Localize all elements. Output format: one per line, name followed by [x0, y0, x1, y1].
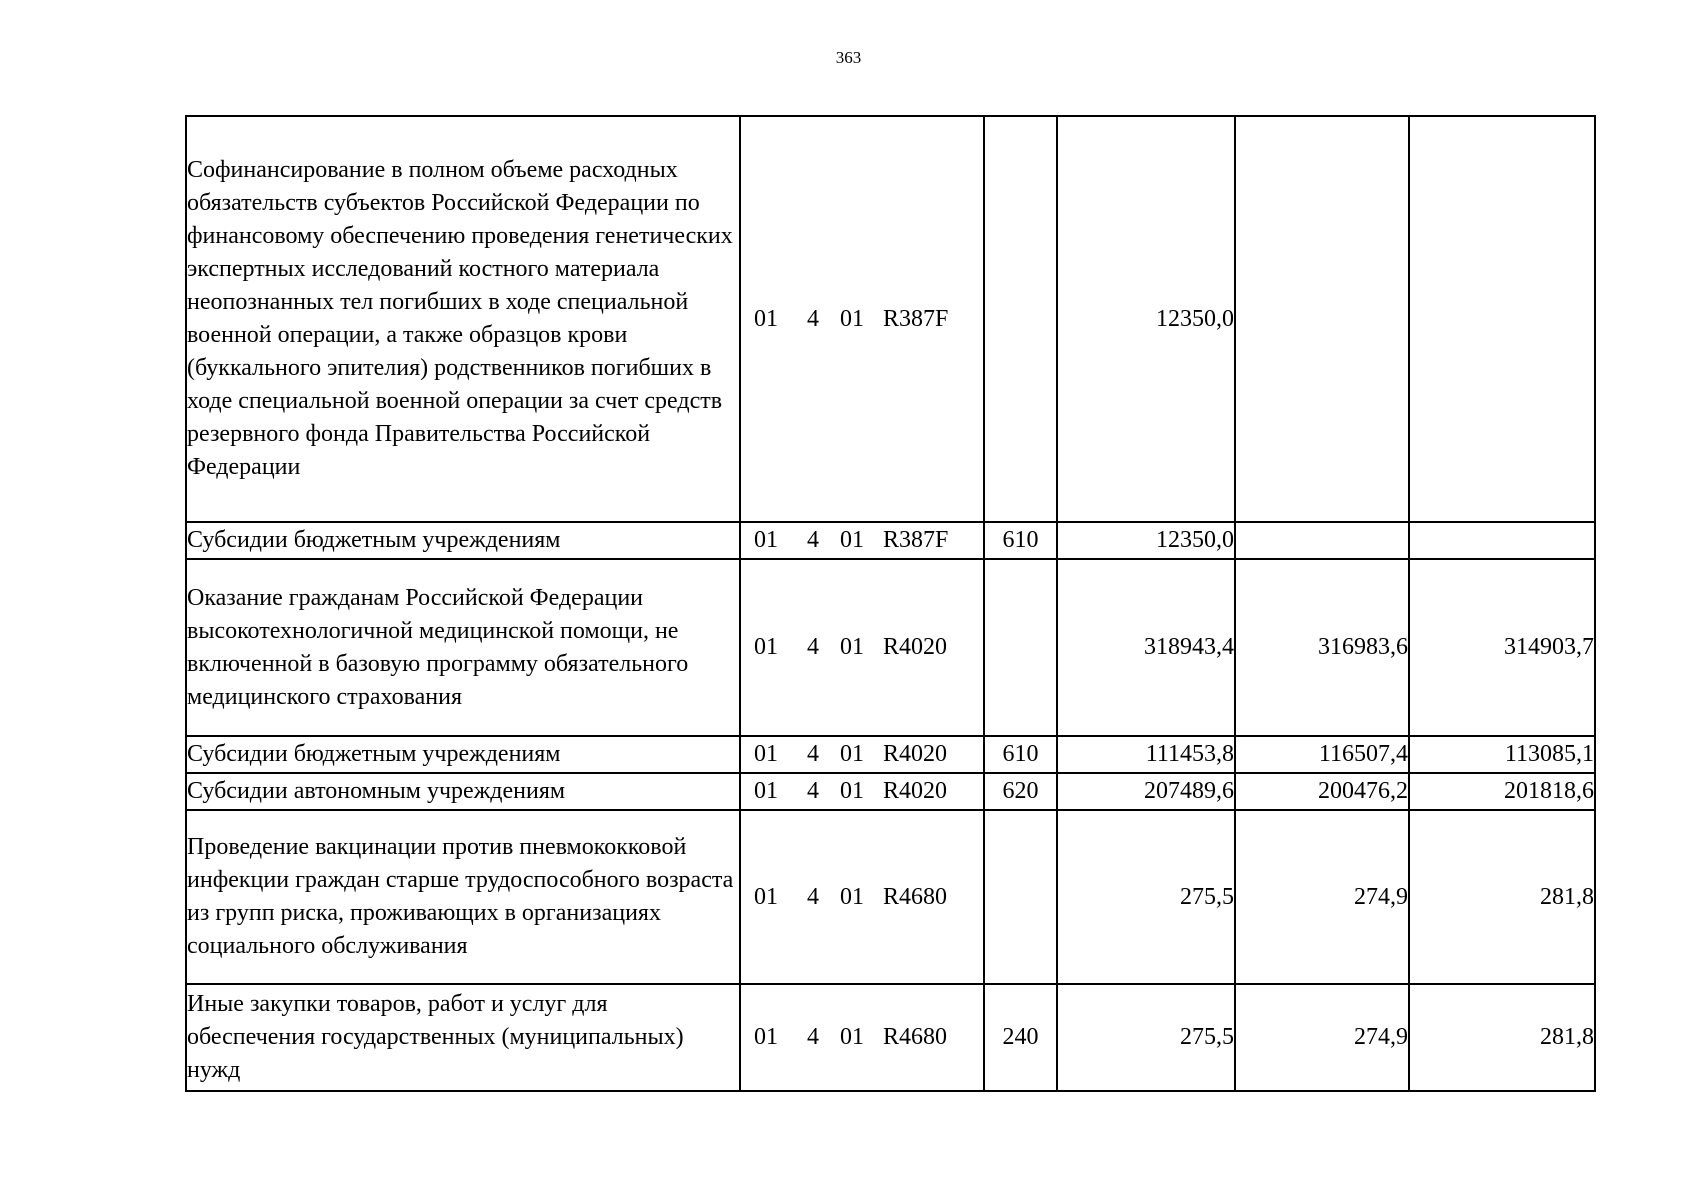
amount-year-3: [1409, 522, 1595, 559]
direction-code: R4680: [883, 1024, 948, 1050]
row-name: Иные закупки товаров, работ и услуг для обеспечения государственных (муниципальных) нужд: [186, 984, 740, 1091]
program-code: 01: [754, 634, 778, 660]
section-code: 01: [840, 305, 864, 332]
amount-year-1: 12350,0: [1057, 116, 1235, 522]
section-code: 01: [840, 634, 864, 660]
row-name: Субсидии бюджетным учреждениям: [186, 522, 740, 559]
amount-year-3: 113085,1: [1409, 736, 1595, 773]
table-row: [186, 773, 1595, 810]
amount-year-1: 207489,6: [1057, 773, 1235, 810]
row-code: [740, 773, 984, 810]
amount-year-3: 281,8: [1409, 810, 1595, 984]
row-code: [740, 984, 984, 1091]
program-code: 01: [754, 1024, 778, 1050]
amount-year-2: 116507,4: [1235, 736, 1409, 773]
program-code: 01: [754, 305, 778, 332]
program-code: 01: [754, 527, 778, 553]
amount-year-2: [1235, 522, 1409, 559]
row-name: Софинансирование в полном объеме расходных обязательств субъектов Российской Федерации по финансовому обеспечению проведения генетических экспертных исследований костного материала неопознанных тел погибших в ходе специальной военной операции, а также образцов крови (буккального эпителия) родственников погибших в ходе специальной военной операции за счет средств резервного фонда Правительства Российской Федерации: [186, 116, 740, 522]
subprogram-code: 4: [807, 527, 819, 553]
direction-code: R387F: [883, 527, 949, 553]
direction-code: R4680: [883, 883, 948, 910]
subprogram-code: 4: [807, 778, 819, 804]
direction-code: R4020: [883, 778, 948, 804]
amount-year-2: 316983,6: [1235, 559, 1409, 736]
expense-type: 610: [984, 736, 1057, 773]
subprogram-code: 4: [807, 634, 819, 660]
amount-year-3: 314903,7: [1409, 559, 1595, 736]
direction-code: R4020: [883, 741, 948, 767]
amount-year-1: 318943,4: [1057, 559, 1235, 736]
row-code: [740, 559, 984, 736]
row-name: Проведение вакцинации против пневмококковой инфекции граждан старше трудоспособного возраста из групп риска, проживающих в организациях социального обслуживания: [186, 810, 740, 984]
table-row: [186, 984, 1595, 1091]
table-row: [186, 736, 1595, 773]
subprogram-code: 4: [807, 883, 819, 910]
amount-year-2: 200476,2: [1235, 773, 1409, 810]
program-code: 01: [754, 741, 778, 767]
expense-type: [984, 810, 1057, 984]
amount-year-1: 12350,0: [1057, 522, 1235, 559]
table-row: [186, 810, 1595, 984]
program-code: 01: [754, 778, 778, 804]
row-code: [740, 116, 984, 522]
direction-code: R4020: [883, 634, 948, 660]
program-code: 01: [754, 883, 778, 910]
row-code: [740, 810, 984, 984]
direction-code: R387F: [883, 305, 949, 332]
expense-type: 610: [984, 522, 1057, 559]
amount-year-2: 274,9: [1235, 810, 1409, 984]
section-code: 01: [840, 527, 864, 553]
table-row: [186, 116, 1595, 522]
amount-year-1: 275,5: [1057, 984, 1235, 1091]
amount-year-3: 201818,6: [1409, 773, 1595, 810]
section-code: 01: [840, 1024, 864, 1050]
subprogram-code: 4: [807, 741, 819, 767]
subprogram-code: 4: [807, 305, 819, 332]
page-number: 363: [835, 48, 862, 67]
expense-type: 620: [984, 773, 1057, 810]
budget-table: [185, 115, 1596, 1092]
section-code: 01: [840, 741, 864, 767]
table-row: [186, 559, 1595, 736]
section-code: 01: [840, 778, 864, 804]
row-name: Субсидии бюджетным учреждениям: [186, 736, 740, 773]
amount-year-2: 274,9: [1235, 984, 1409, 1091]
amount-year-1: 275,5: [1057, 810, 1235, 984]
section-code: 01: [840, 883, 864, 910]
amount-year-3: 281,8: [1409, 984, 1595, 1091]
row-name: Субсидии автономным учреждениям: [186, 773, 740, 810]
row-name: Оказание гражданам Российской Федерации высокотехнологичной медицинской помощи, не включенной в базовую программу обязательного медицинского страхования: [186, 559, 740, 736]
amount-year-2: [1235, 116, 1409, 522]
table-row: [186, 522, 1595, 559]
amount-year-3: [1409, 116, 1595, 522]
expense-type: 240: [984, 984, 1057, 1091]
subprogram-code: 4: [807, 1024, 819, 1050]
row-code: [740, 522, 984, 559]
expense-type: [984, 559, 1057, 736]
expense-type: [984, 116, 1057, 522]
amount-year-1: 111453,8: [1057, 736, 1235, 773]
row-code: [740, 736, 984, 773]
